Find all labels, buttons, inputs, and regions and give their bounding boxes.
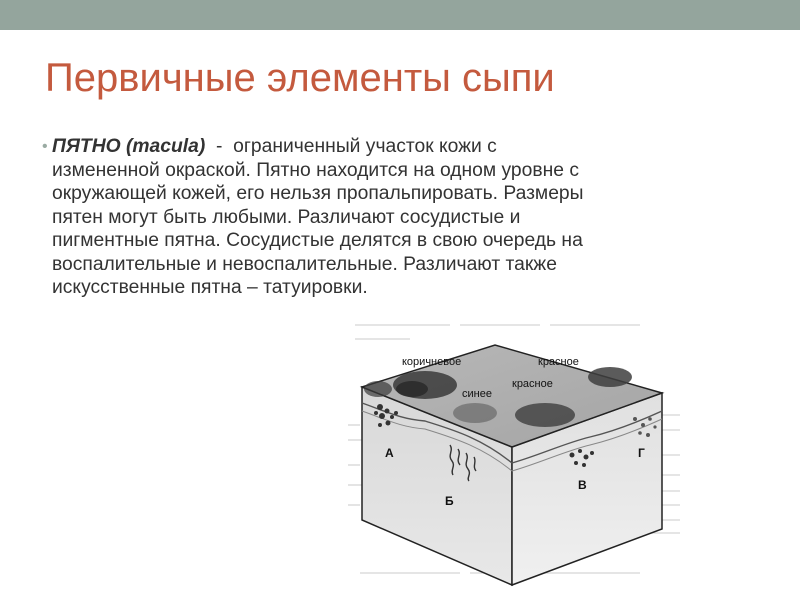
skin-block-illustration: [340, 315, 685, 590]
line-text-1: ограниченный участок кожи с: [233, 136, 497, 157]
bullet-paragraph: [42, 135, 782, 300]
bullet-line-5: пигментные пятна. Сосудистые делятся в свою очередь на: [52, 230, 583, 251]
letter-g: Г: [638, 446, 645, 460]
bullet-line-3: окружающей кожей, его нельзя пропальпировать. Размеры: [52, 183, 584, 204]
separator: -: [205, 136, 234, 157]
bullet-dot-icon: •: [42, 138, 48, 155]
bullet-line-6: воспалительные и невоспалительные. Различают также: [52, 253, 557, 275]
letter-a: А: [385, 446, 394, 460]
term-macula: ПЯТНО (macula): [52, 136, 206, 157]
top-accent-bar: [0, 0, 800, 30]
red-spot-right: [588, 367, 632, 387]
letter-b: Б: [445, 494, 454, 508]
bullet-line-7: искусственные пятна – татуировки.: [52, 277, 368, 298]
bullet-line-4: пятен могут быть любыми. Различают сосудистые и: [52, 206, 521, 228]
label-brown: коричневое: [402, 356, 462, 368]
label-blue: синее: [462, 388, 492, 400]
letter-v: В: [578, 478, 587, 492]
blue-spot: [453, 403, 497, 423]
label-red-center: красное: [512, 378, 553, 390]
bullet-line-2: измененной окраской. Пятно находится на одном уровне с: [52, 159, 579, 181]
bullet-line-1: [52, 135, 782, 159]
label-red-right: красное: [538, 356, 579, 368]
red-spot-center: [515, 403, 575, 427]
slide-title: Первичные элементы сыпи: [45, 56, 555, 100]
